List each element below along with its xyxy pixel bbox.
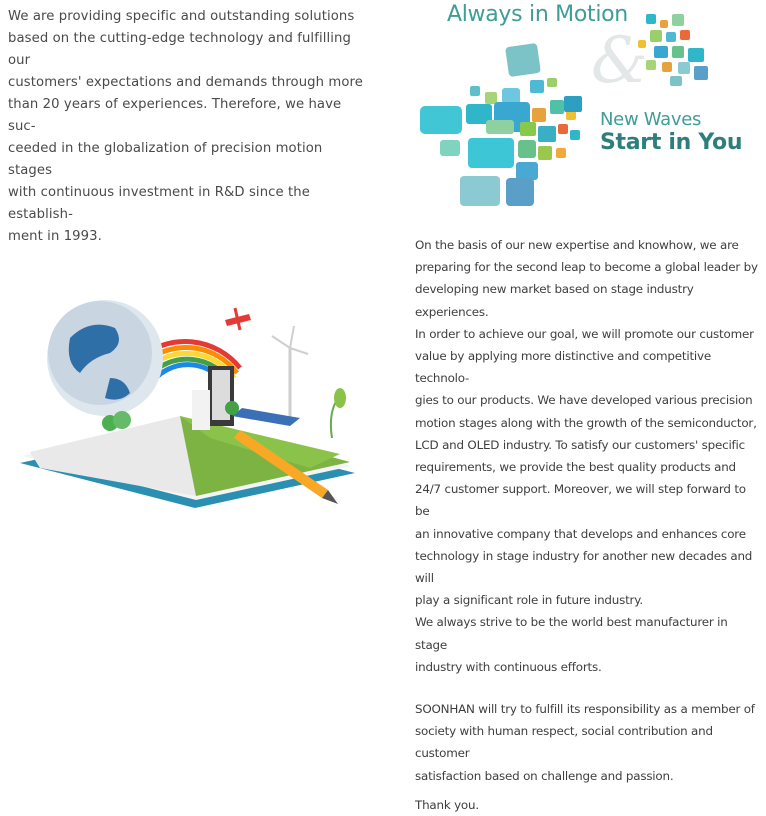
mosaic-squares-graphic: [410, 0, 766, 215]
intro-line: We are providing specific and outstanding solutions: [8, 9, 355, 24]
body-line: an innovative company that develops and enhances core: [415, 526, 746, 541]
body-line: motion stages along with the growth of the semiconductor,: [415, 415, 757, 430]
body-line: gies to our products. We have developed various precision: [415, 393, 753, 408]
body-line: developing new market based on stage industry experiences.: [415, 282, 694, 319]
intro-line: based on the cutting-edge technology and fulfilling our: [8, 31, 351, 68]
body-line: 24/7 customer support. Moreover, we will step forward to be: [415, 482, 746, 519]
body-line: industry with continuous efforts.: [415, 659, 602, 674]
closing-text: Thank you.: [415, 797, 479, 812]
headline-always-in-motion: Always in Motion: [447, 2, 628, 27]
body-line: LCD and OLED industry. To satisfy our customers' specific: [415, 437, 745, 452]
intro-line: with continuous investment in R&D since the establish-: [8, 185, 310, 222]
paragraph-spacer: [415, 787, 760, 794]
intro-line: ment in 1993.: [8, 229, 102, 244]
main-body-text: [415, 234, 760, 816]
intro-line: than 20 years of experiences. Therefore, we have suc-: [8, 97, 342, 134]
body-line: society with human respect, social contribution and customer: [415, 724, 713, 761]
body-line: requirements, we provide the best quality products and: [415, 460, 736, 475]
intro-text: [8, 6, 363, 248]
intro-line: ceeded in the globalization of precision motion stages: [8, 141, 323, 178]
headline-start-in-you: Start in You: [600, 130, 743, 155]
book-globe-illustration: [10, 278, 370, 510]
body-line: In order to achieve our goal, we will promote our customer: [415, 326, 754, 341]
body-line: technology in stage industry for another new decades and will: [415, 548, 753, 586]
body-line: value by applying more distinctive and competitive technolo-: [415, 349, 711, 386]
intro-line: customers' expectations and demands through more: [8, 75, 363, 90]
body-line: preparing for the second leap to become a global leader by: [415, 260, 758, 275]
paragraph-spacer: [415, 678, 760, 698]
body-line: We always strive to be the world best manufacturer in stage: [415, 615, 728, 652]
ampersand-graphic: &: [591, 24, 648, 98]
body-line: play a significant role in future industry.: [415, 593, 643, 608]
body-line: satisfaction based on challenge and passion.: [415, 768, 674, 783]
body-line: On the basis of our new expertise and knowhow, we are: [415, 238, 739, 252]
body-line: SOONHAN will try to fulfill its responsibility as a member of: [415, 702, 755, 717]
hero-banner: [410, 0, 766, 215]
headline-new-waves: New Waves: [600, 109, 702, 130]
